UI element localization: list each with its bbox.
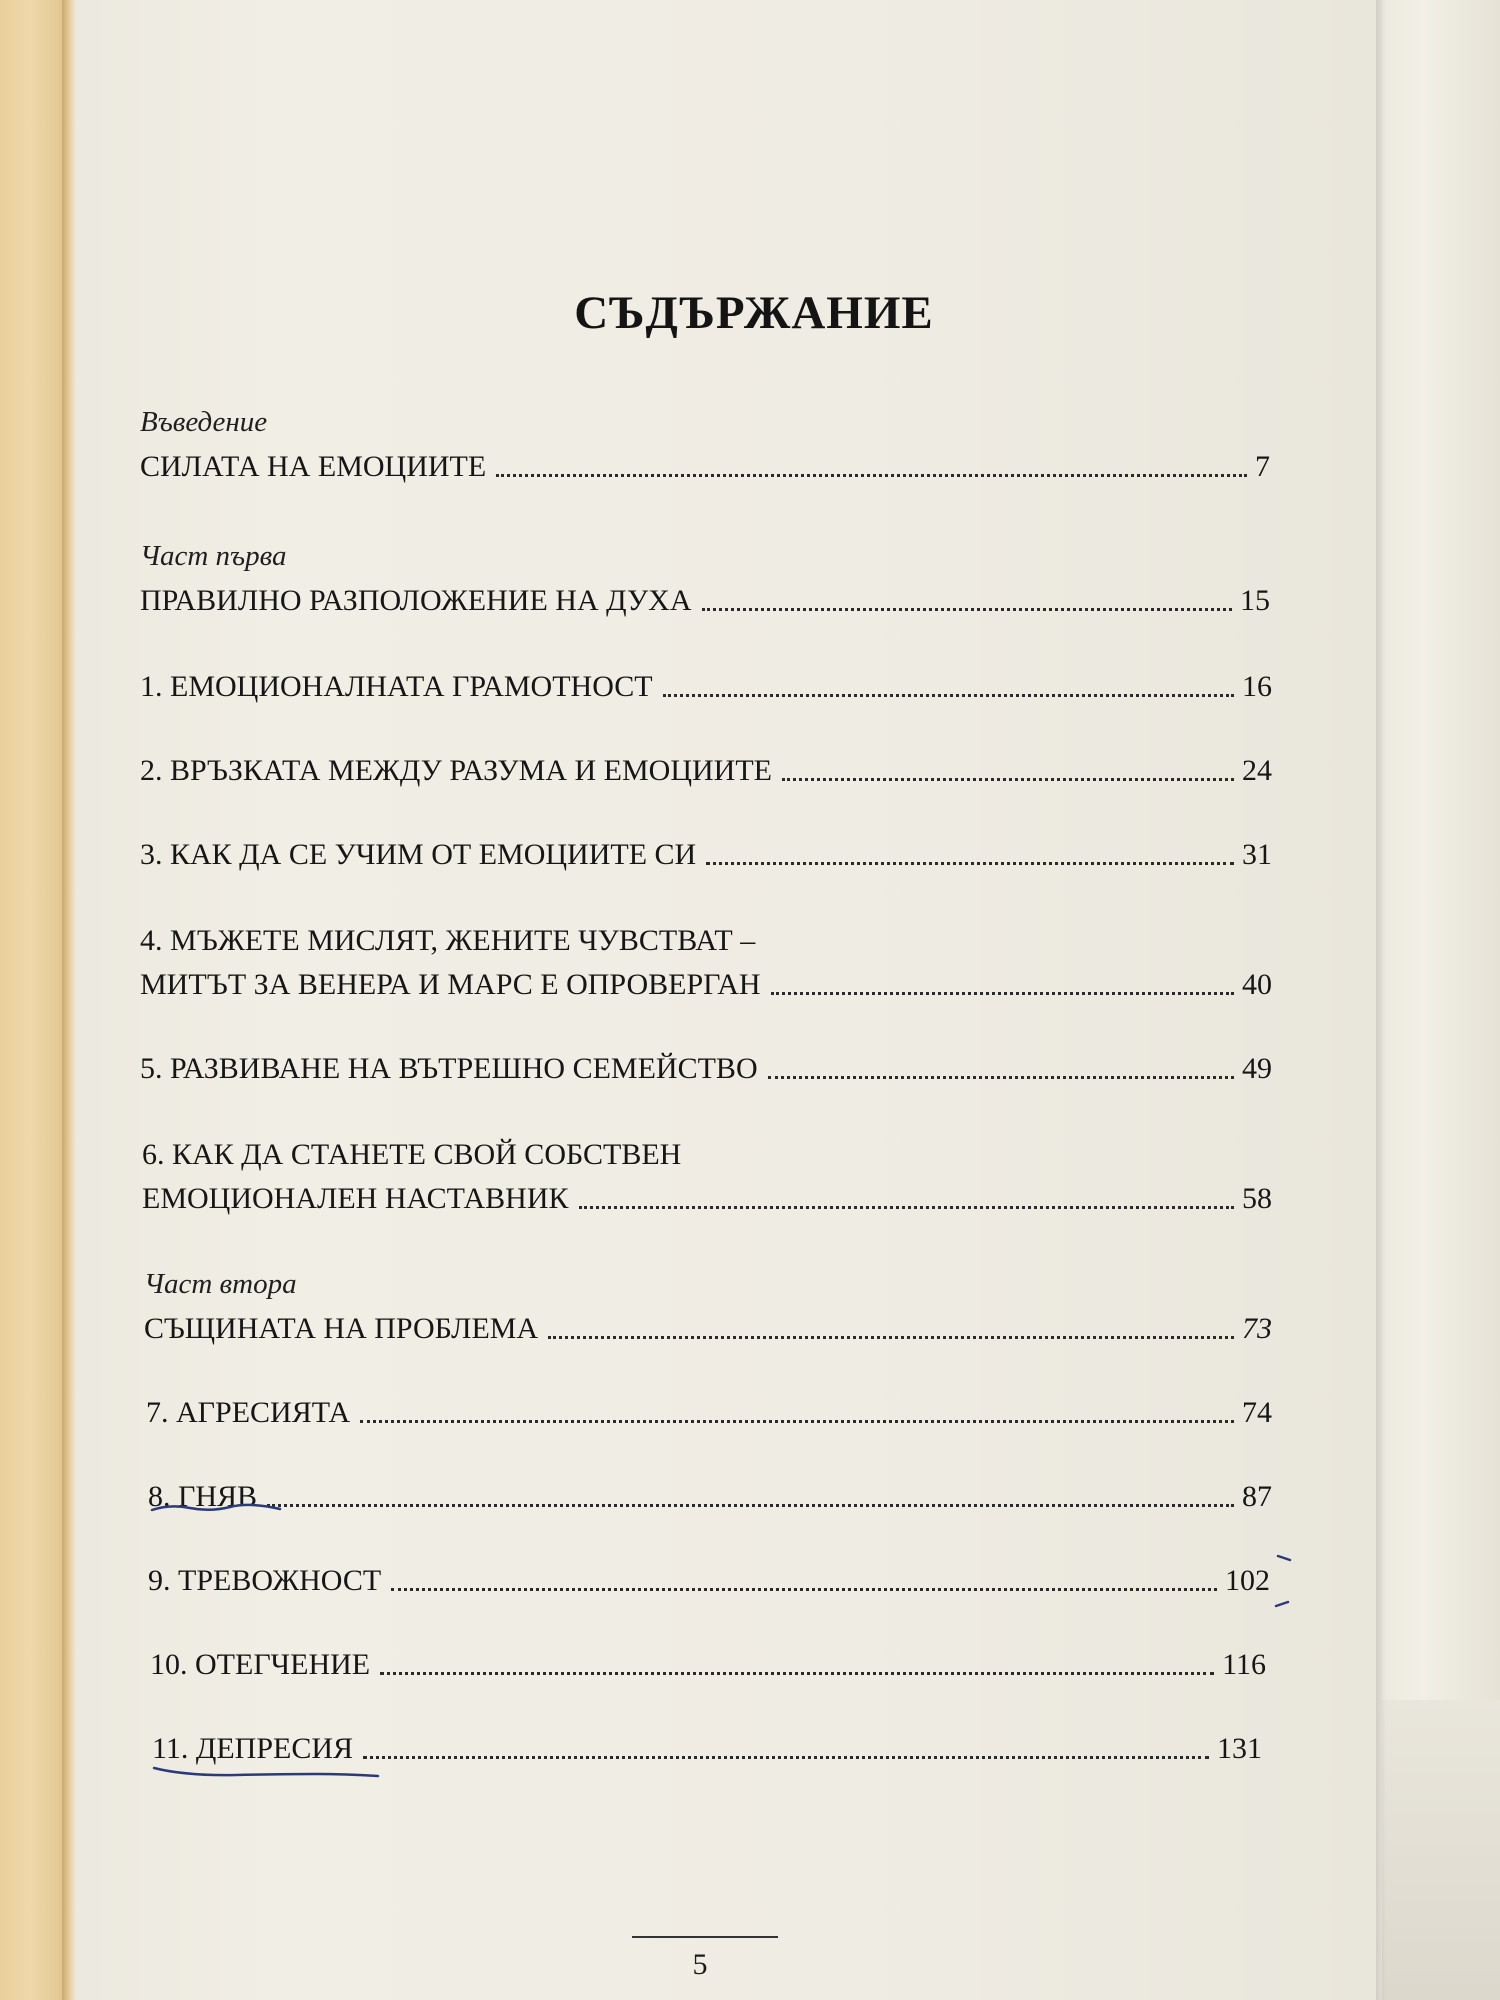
toc-entry-title: 9. ТРЕВОЖНОСТ bbox=[148, 1564, 382, 1597]
toc-entry-chapter-11 bbox=[152, 1734, 1262, 1764]
toc-entry-title: 2. ВРЪЗКАТА МЕЖДУ РАЗУМА И ЕМОЦИИТЕ bbox=[140, 754, 772, 787]
part-label-introduction: Въведение bbox=[140, 406, 268, 438]
toc-entry-title: МИТЪТ ЗА ВЕНЕРА И МАРС Е ОПРОВЕРГАН bbox=[140, 968, 761, 1001]
toc-leader-dots bbox=[548, 1336, 1234, 1339]
toc-entry-page: 102 bbox=[1225, 1564, 1270, 1597]
toc-leader-dots bbox=[706, 862, 1234, 865]
toc-entry-introduction bbox=[140, 452, 1270, 482]
toc-entry-page: 24 bbox=[1242, 754, 1272, 787]
toc-entry-page: 15 bbox=[1240, 584, 1270, 617]
toc-entry-title: 7. АГРЕСИЯТА bbox=[146, 1396, 351, 1429]
toc-leader-dots bbox=[363, 1756, 1209, 1759]
toc-entry-page: 58 bbox=[1242, 1182, 1272, 1215]
toc-leader-dots bbox=[768, 1076, 1234, 1079]
part-label-part-two: Част втора bbox=[144, 1268, 297, 1300]
toc-entry-page: 74 bbox=[1242, 1396, 1272, 1429]
toc-entry-title: 1. ЕМОЦИОНАЛНАТА ГРАМОТНОСТ bbox=[140, 670, 653, 703]
toc-leader-dots bbox=[360, 1420, 1234, 1423]
toc-entry-chapter-6 bbox=[142, 1184, 1272, 1214]
toc-leader-dots bbox=[267, 1504, 1234, 1507]
toc-entry-chapter-3 bbox=[140, 840, 1272, 870]
toc-leader-dots bbox=[702, 608, 1232, 611]
toc-entry-chapter-4-line1: 4. МЪЖЕТЕ МИСЛЯТ, ЖЕНИТЕ ЧУВСТВАТ – bbox=[140, 924, 756, 957]
toc-entry-part-one bbox=[140, 586, 1270, 616]
page-number: 5 bbox=[692, 1948, 708, 1981]
toc-entry-title: 10. ОТЕГЧЕНИЕ bbox=[150, 1648, 371, 1681]
toc-entry-chapter-4 bbox=[140, 970, 1272, 1000]
toc-entry-chapter-10 bbox=[150, 1650, 1266, 1680]
toc-leader-dots bbox=[771, 992, 1234, 995]
toc-entry-page: 7 bbox=[1255, 450, 1270, 483]
toc-entry-title: ЕМОЦИОНАЛЕН НАСТАВНИК bbox=[142, 1182, 569, 1215]
toc-entry-title: СИЛАТА НА ЕМОЦИИТЕ bbox=[140, 450, 487, 483]
toc-entry-chapter-9 bbox=[148, 1566, 1270, 1596]
toc-leader-dots bbox=[663, 694, 1234, 697]
toc-entry-title: 3. КАК ДА СЕ УЧИМ ОТ ЕМОЦИИТЕ СИ bbox=[140, 838, 697, 871]
toc-leader-dots bbox=[496, 474, 1247, 477]
toc-entry-page: 40 bbox=[1242, 968, 1272, 1001]
toc-entry-title: ПРАВИЛНО РАЗПОЛОЖЕНИЕ НА ДУХА bbox=[140, 584, 692, 617]
toc-entry-chapter-7 bbox=[146, 1398, 1272, 1428]
toc-entry-page: 31 bbox=[1242, 838, 1272, 871]
toc-entry-title: 8. ГНЯВ bbox=[148, 1480, 258, 1513]
toc-entry-chapter-1 bbox=[140, 672, 1272, 702]
toc-leader-dots bbox=[579, 1206, 1234, 1209]
toc-leader-dots bbox=[380, 1672, 1214, 1675]
toc-entry-chapter-2 bbox=[140, 756, 1272, 786]
toc-entry-page: 16 bbox=[1242, 670, 1272, 703]
toc-entry-page: 87 bbox=[1242, 1480, 1272, 1513]
toc-entry-chapter-6-line1: 6. КАК ДА СТАНЕТЕ СВОЙ СОБСТВЕН bbox=[142, 1138, 682, 1171]
toc-leader-dots bbox=[391, 1588, 1217, 1591]
toc-entry-title: СЪЩИНАТА НА ПРОБЛЕМА bbox=[144, 1312, 539, 1345]
toc-entry-chapter-5 bbox=[140, 1054, 1272, 1084]
toc-leader-dots bbox=[782, 778, 1234, 781]
part-label-part-one: Част първа bbox=[140, 540, 287, 572]
toc-entry-title: 11. ДЕПРЕСИЯ bbox=[152, 1732, 354, 1765]
toc-entry-page: 73 bbox=[1242, 1312, 1272, 1345]
toc-entry-part-two bbox=[144, 1314, 1272, 1344]
toc-entry-page: 131 bbox=[1217, 1732, 1262, 1765]
page-title: СЪДЪРЖАНИЕ bbox=[574, 287, 934, 339]
toc-entry-page: 49 bbox=[1242, 1052, 1272, 1085]
toc-entry-chapter-8 bbox=[148, 1482, 1272, 1512]
footer-rule bbox=[632, 1936, 778, 1938]
toc-entry-page: 116 bbox=[1222, 1648, 1266, 1681]
toc-entry-title: 5. РАЗВИВАНЕ НА ВЪТРЕШНО СЕМЕЙСТВО bbox=[140, 1052, 758, 1085]
